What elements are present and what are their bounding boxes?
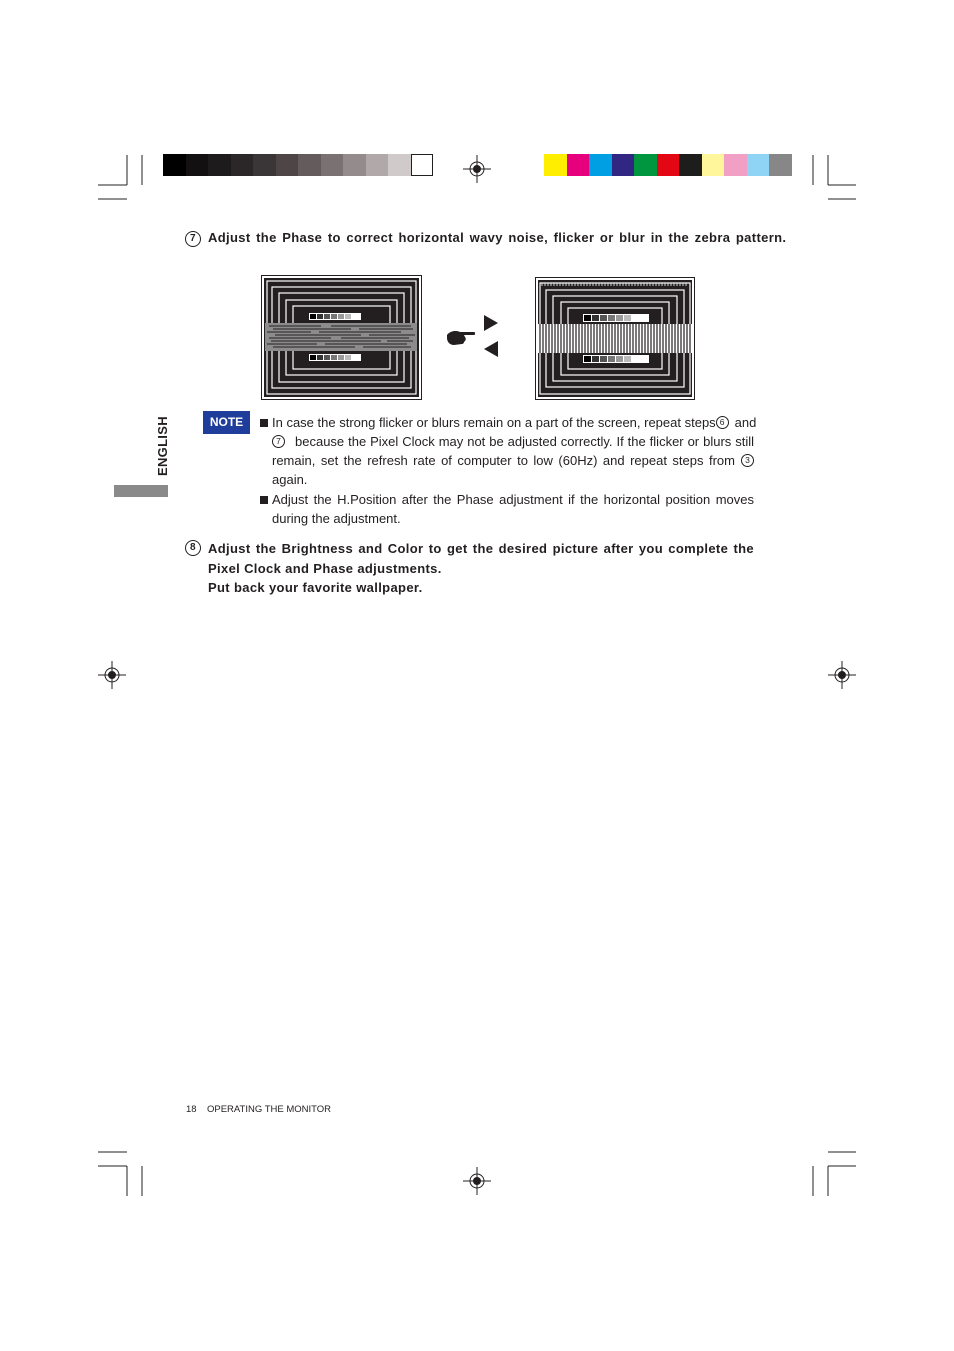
color-swatch — [769, 154, 792, 176]
step-7-marker: 7 — [185, 231, 201, 247]
gray-swatch — [388, 154, 411, 176]
registration-mark-right — [828, 661, 856, 689]
note-item-1 — [272, 413, 757, 489]
arrow-right-icon — [484, 315, 498, 331]
color-swatch — [657, 154, 680, 176]
registration-mark-top — [463, 155, 491, 183]
arrow-left-icon — [484, 341, 498, 357]
note-item-2-line-1: Adjust the H.Position after the Phase adjustment if the horizontal position moves — [272, 492, 754, 507]
language-label: ENGLISH — [155, 416, 170, 476]
step-7-ref: 7 — [272, 435, 285, 448]
color-swatch — [724, 154, 747, 176]
color-swatch — [544, 154, 567, 176]
note-item-2 — [272, 490, 754, 528]
color-swatch — [702, 154, 725, 176]
color-swatch — [679, 154, 702, 176]
page-number: 18 — [186, 1104, 197, 1115]
step-8-marker: 8 — [185, 540, 201, 556]
color-swatch — [747, 154, 770, 176]
color-swatch — [612, 154, 635, 176]
registration-mark-left — [98, 661, 126, 689]
gray-swatch — [366, 154, 389, 176]
note-item-1-line-3: remain, set the refresh rate of computer to low (60Hz) and repeat steps from — [272, 453, 735, 468]
zebra-pattern-before — [261, 275, 422, 400]
color-swatch — [589, 154, 612, 176]
gray-swatch — [298, 154, 321, 176]
registration-mark-bottom — [463, 1167, 491, 1195]
color-swatch — [567, 154, 590, 176]
bullet-square-icon — [260, 419, 268, 427]
note-item-1-line-1b: and — [734, 415, 757, 430]
note-badge: NOTE — [203, 411, 250, 434]
bullet-square-icon — [260, 496, 268, 504]
step-6-ref: 6 — [716, 416, 729, 429]
gray-swatch — [411, 154, 434, 176]
gray-swatch — [231, 154, 254, 176]
zebra-pattern-after — [535, 277, 695, 400]
gray-swatch — [253, 154, 276, 176]
step-8-line-1: Adjust the Brightness and Color to get the desired picture after you complete the — [208, 541, 754, 556]
footer-section-title: OPERATING THE MONITOR — [207, 1104, 332, 1115]
gray-swatch — [321, 154, 344, 176]
gray-swatch — [343, 154, 366, 176]
color-swatch — [634, 154, 657, 176]
gray-swatch — [276, 154, 299, 176]
gray-swatch — [186, 154, 209, 176]
gray-swatch — [208, 154, 231, 176]
grayscale-calibration-bar — [163, 154, 433, 176]
gray-swatch — [163, 154, 186, 176]
note-item-1-line-2: because the Pixel Clock may not be adjusted correctly. If the flicker or blurs still — [295, 434, 754, 449]
note-item-2-line-2: during the adjustment. — [272, 511, 401, 526]
step-7-text: Adjust the Phase to correct horizontal wavy noise, flicker or blur in the zebra pattern. — [208, 230, 787, 245]
note-item-1-line-1a: In case the strong flicker or blurs remain on a part of the screen, repeat steps — [272, 415, 716, 430]
step-3-ref: 3 — [741, 454, 754, 467]
note-item-1-line-4: again. — [272, 472, 308, 487]
step-8-line-2: Pixel Clock and Phase adjustments. — [208, 560, 442, 576]
color-calibration-bar — [544, 154, 792, 176]
pointing-hand-icon — [446, 328, 476, 348]
step-8-line-3: Put back your favorite wallpaper. — [208, 580, 423, 595]
language-tab — [114, 485, 168, 497]
